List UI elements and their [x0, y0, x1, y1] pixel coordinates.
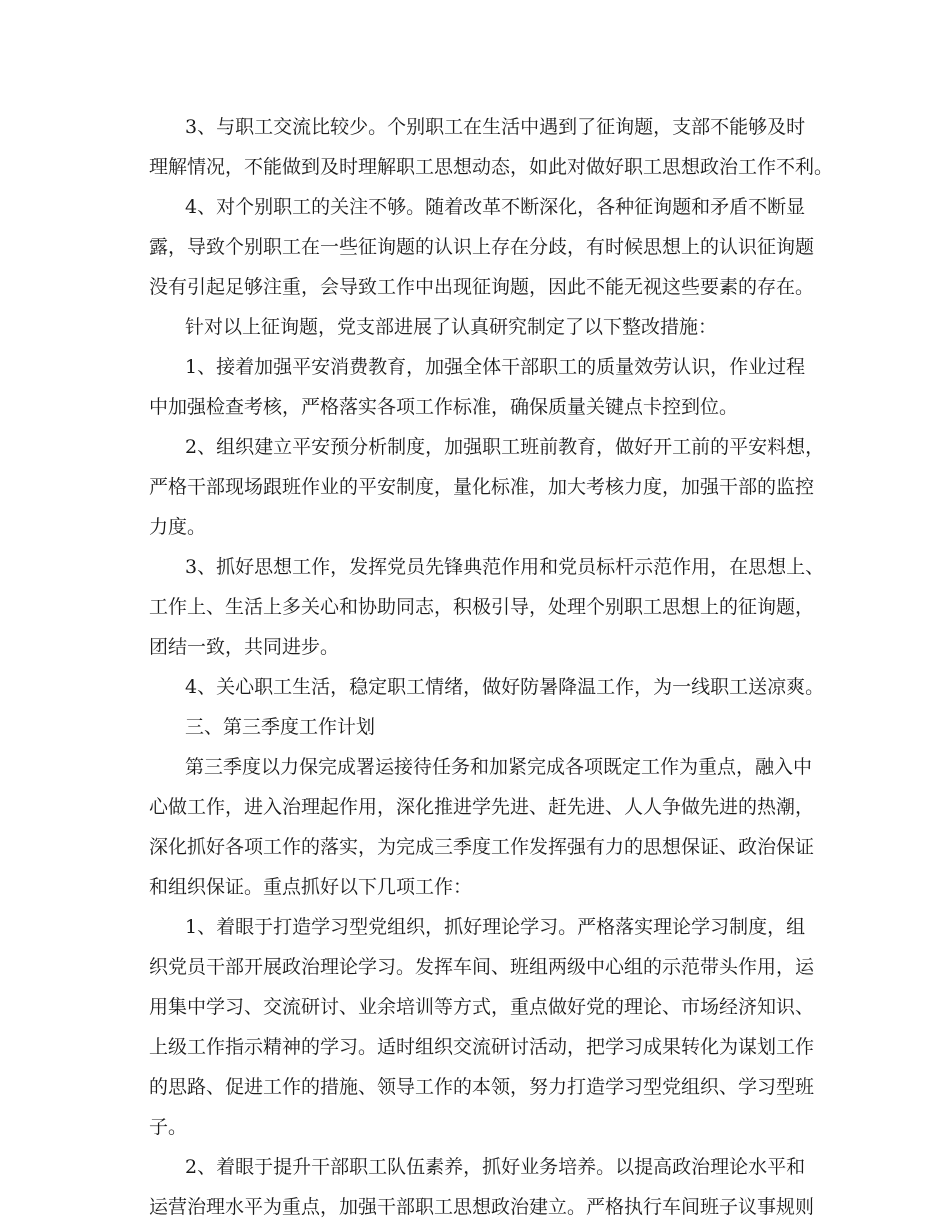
paragraph-line: 2、着眼于提升干部职工队伍素养，抓好业务培养。以提高政治理论水平和 — [185, 1156, 806, 1178]
paragraph-line: 针对以上征询题，党支部进展了认真研究制定了以下整改措施： — [185, 316, 718, 338]
paragraph-line: 力度。 — [149, 516, 207, 538]
paragraph-line: 团结一致，共同进步。 — [149, 636, 340, 658]
paragraph-line: 4、对个别职工的关注不够。随着改革不断深化，各种征询题和矛盾不断显 — [185, 196, 806, 218]
paragraph-line: 织党员干部开展政治理论学习。发挥车间、班组两级中心组的示范带头作用，运 — [149, 956, 815, 978]
paragraph-line: 深化抓好各项工作的落实，为完成三季度工作发挥强有力的思想保证、政治保证 — [149, 836, 815, 858]
paragraph-line: 工作上、生活上多关心和协助同志，积极引导，处理个别职工思想上的征询题， — [149, 596, 815, 618]
paragraph-line: 子。 — [149, 1116, 188, 1138]
paragraph-line: 1、接着加强平安消费教育，加强全体干部职工的质量效劳认识，作业过程 — [185, 356, 806, 378]
paragraph-line: 中加强检查考核，严格落实各项工作标准，确保质量关键点卡控到位。 — [149, 396, 739, 418]
paragraph-line: 的思路、促进工作的措施、领导工作的本领，努力打造学习型党组织、学习型班 — [149, 1076, 815, 1098]
paragraph-line: 理解情况，不能做到及时理解职工思想动态，如此对做好职工思想政治工作不利。 — [149, 156, 834, 178]
paragraph-line: 1、着眼于打造学习型党组织，抓好理论学习。严格落实理论学习制度，组 — [185, 916, 806, 938]
paragraph-line: 严格干部现场跟班作业的平安制度，量化标准，加大考核力度，加强干部的监控 — [149, 476, 815, 498]
paragraph-line: 3、与职工交流比较少。个别职工在生活中遇到了征询题，支部不能够及时 — [185, 116, 806, 138]
paragraph-line: 4、关心职工生活，稳定职工情绪，做好防暑降温工作，为一线职工送凉爽。 — [185, 676, 825, 698]
section-heading: 三、第三季度工作计划 — [185, 716, 376, 738]
paragraph-line: 2、组织建立平安预分析制度，加强职工班前教育，做好开工前的平安料想， — [185, 436, 825, 458]
paragraph-line: 露，导致个别职工在一些征询题的认识上存在分歧，有时候思想上的认识征询题 — [149, 236, 815, 258]
paragraph-line: 没有引起足够注重，会导致工作中出现征询题，因此不能无视这些要素的存在。 — [149, 276, 815, 298]
paragraph-line: 运营治理水平为重点，加强干部职工思想政治建立。严格执行车间班子议事规则 — [149, 1196, 815, 1218]
paragraph-line: 用集中学习、交流研讨、业余培训等方式，重点做好党的理论、市场经济知识、 — [149, 996, 815, 1018]
paragraph-line: 上级工作指示精神的学习。适时组织交流研讨活动，把学习成果转化为谋划工作 — [149, 1036, 815, 1058]
paragraph-line: 和组织保证。重点抓好以下几项工作： — [149, 876, 473, 898]
paragraph-line: 心做工作，进入治理起作用，深化推进学先进、赶先进、人人争做先进的热潮， — [149, 796, 815, 818]
paragraph-line: 第三季度以力保完成署运接待任务和加紧完成各项既定工作为重点，融入中 — [185, 756, 813, 778]
paragraph-line: 3、抓好思想工作，发挥党员先锋典范作用和党员标杆示范作用，在思想上、 — [185, 556, 825, 578]
